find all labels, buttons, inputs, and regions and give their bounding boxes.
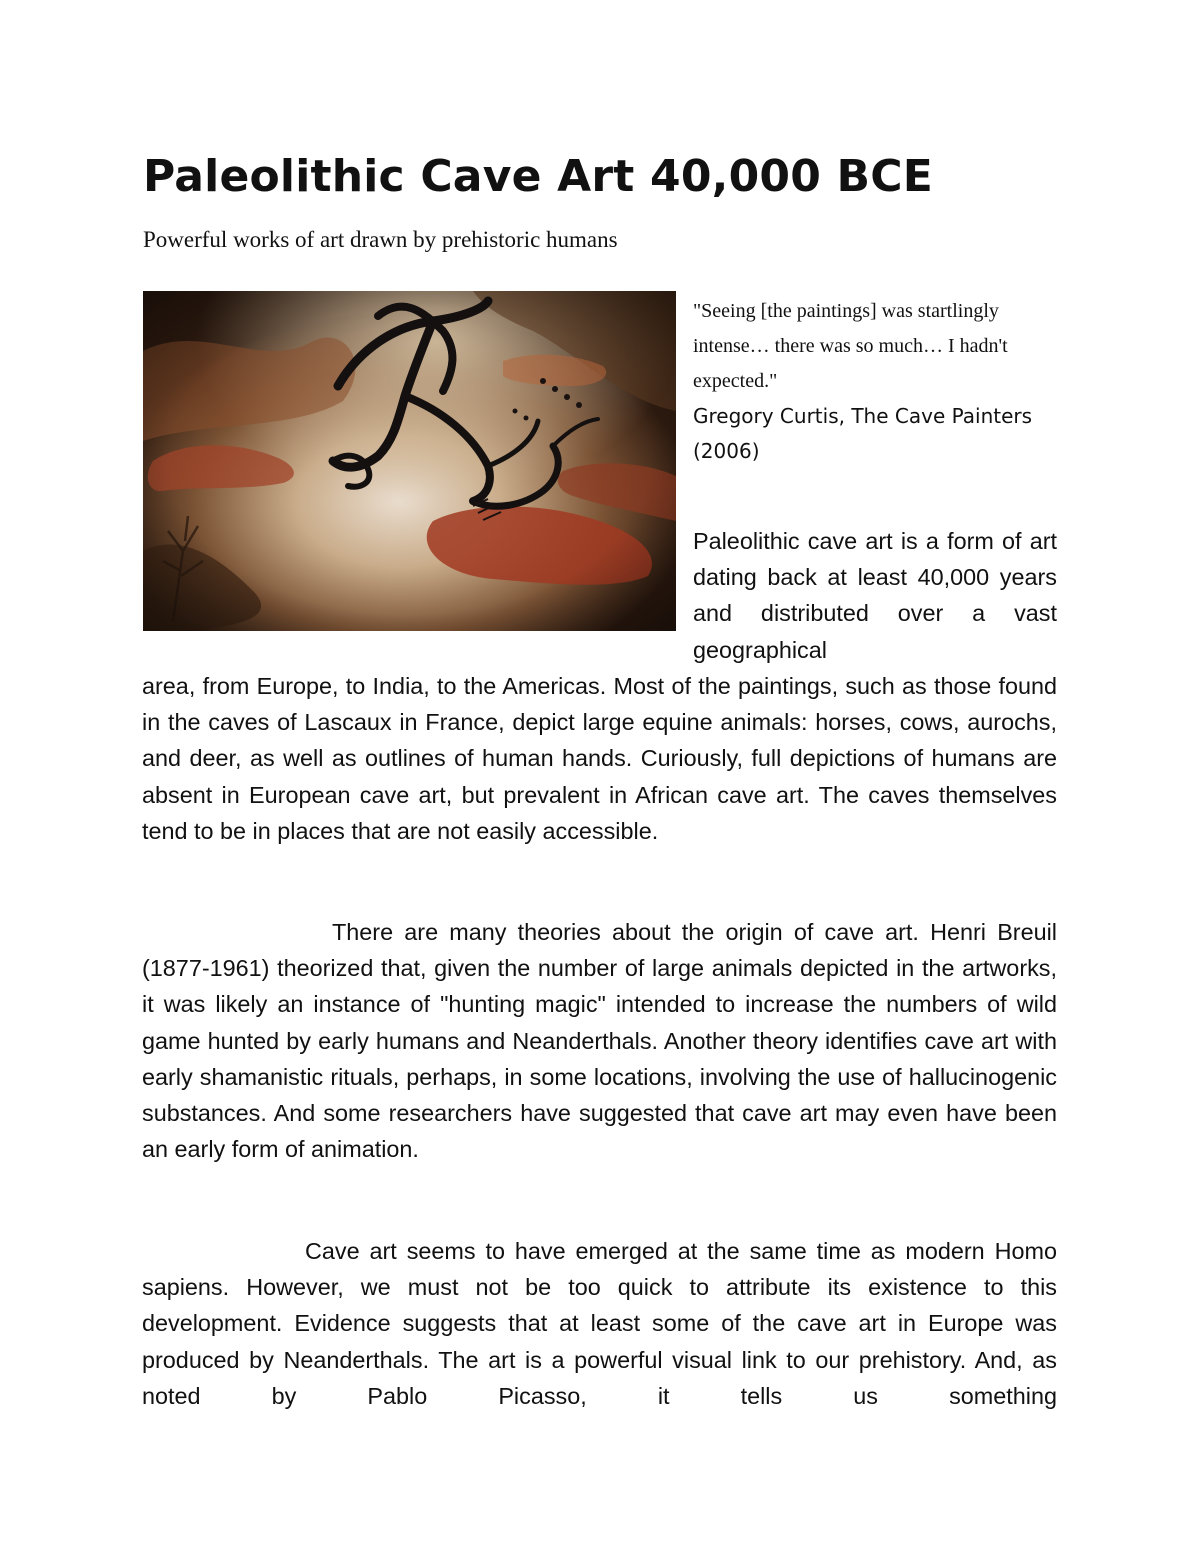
- quote-text: "Seeing [the paintings] was startlingly intense… there was so much… I hadn't expected.": [693, 300, 1008, 392]
- paragraph-2: There are many theories about the origin of cave art. Henri Breuil (1877-1961) theorized that, given the number of large animals depicted in the artworks, it was likely an instance of "hunting magic" intended to increase the numbers of wild game hunted by early humans and Neanderthals. Another theory identifies cave art with early shamanistic rituals, perhaps, in some locations, involving the use of hallucinogenic substances. And some researchers have suggested that cave art may even have been an early form of animation.: [142, 919, 1057, 1163]
- page-subtitle: Powerful works of art drawn by prehistoric humans: [143, 227, 618, 252]
- quote-attribution: Gregory Curtis, The Cave Painters (2006): [693, 404, 1033, 463]
- page-title: Paleolithic Cave Art 40,000 BCE: [143, 151, 934, 202]
- paragraph-3: Cave art seems to have emerged at the same time as modern Homo sapiens. However, we must not be too quick to attribute its existence to this development. Evidence suggests that at least some of the cave art in Europe was produced by Neanderthals. The art is a powerful visual link to our prehistory. And, as noted by Pablo Picasso, it tells us something: [142, 1238, 1057, 1409]
- cave-painting-illustration: [143, 291, 676, 631]
- cave-painting-image: [143, 291, 676, 631]
- paragraph-1-rest: area, from Europe, to India, to the Americas. Most of the paintings, such as those found in the caves of Lascaux in France, depict large equine animals: horses, cows, aurochs, and deer, as well as outlines of human hands. Curiously, full depictions of humans are absent in European cave art, but prevalent in African cave art. The caves themselves tend to be in places that are not easily accessible.: [142, 673, 1057, 844]
- paragraph-1-start: Paleolithic cave art is a form of art dating back at least 40,000 years and distributed over a vast geographical: [693, 528, 1057, 663]
- quote-block: [693, 294, 1063, 469]
